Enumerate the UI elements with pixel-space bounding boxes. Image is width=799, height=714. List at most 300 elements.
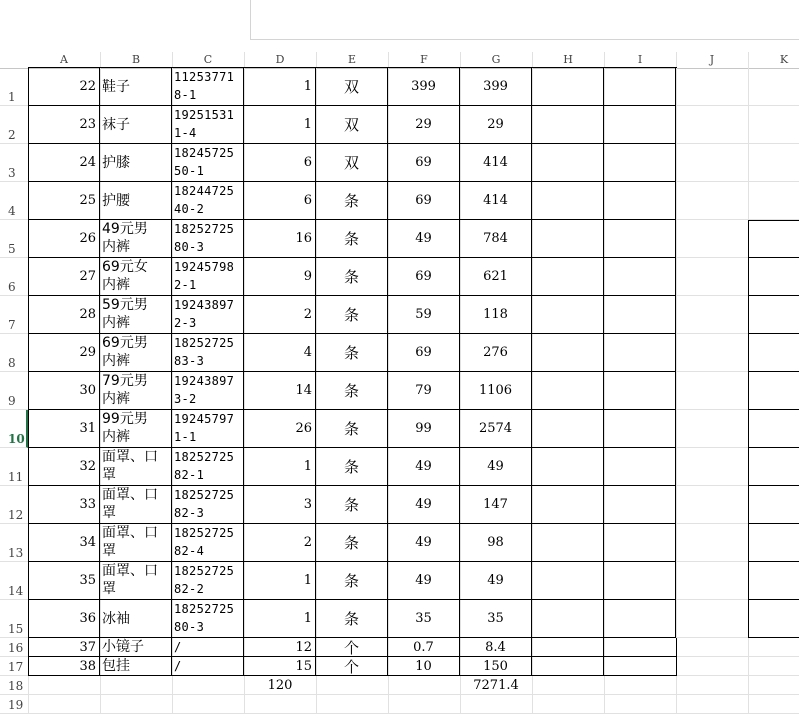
cell-amount-value: 49 bbox=[487, 459, 504, 474]
name-line: 69元男 bbox=[102, 335, 148, 351]
cell-qty[interactable] bbox=[244, 334, 316, 372]
cell-amount[interactable] bbox=[460, 638, 532, 657]
cell-amount[interactable] bbox=[460, 562, 532, 600]
column-k-border bbox=[748, 523, 799, 524]
cell-qty-value: 1 bbox=[303, 117, 312, 132]
cell-no-value: 26 bbox=[79, 231, 96, 246]
cell-unit[interactable] bbox=[316, 524, 388, 562]
row-header-8[interactable]: 8 bbox=[0, 334, 28, 372]
cell-amount[interactable] bbox=[460, 334, 532, 372]
cell-h[interactable] bbox=[532, 334, 604, 372]
cell-h[interactable] bbox=[532, 182, 604, 220]
cell-name[interactable] bbox=[100, 562, 172, 600]
cell-no-value: 27 bbox=[79, 269, 96, 284]
cell-unit[interactable] bbox=[316, 334, 388, 372]
cell-h[interactable] bbox=[532, 448, 604, 486]
code-line: 82-3 bbox=[174, 506, 205, 520]
cell-no[interactable] bbox=[28, 372, 100, 410]
cell-unit-value: 双 bbox=[343, 78, 359, 96]
cell-qty[interactable] bbox=[244, 600, 316, 638]
cell-unit[interactable] bbox=[316, 486, 388, 524]
cell-no[interactable] bbox=[28, 68, 100, 106]
cell-i[interactable] bbox=[604, 410, 676, 448]
row-header-1[interactable]: 1 bbox=[0, 68, 28, 106]
cell-name[interactable] bbox=[100, 106, 172, 144]
cell-price[interactable] bbox=[388, 106, 460, 144]
cell-code[interactable] bbox=[172, 68, 244, 106]
cell-no[interactable] bbox=[28, 600, 100, 638]
cell-no[interactable] bbox=[28, 220, 100, 258]
cell-price[interactable] bbox=[388, 448, 460, 486]
column-header-i[interactable]: I bbox=[604, 52, 677, 68]
row-header-16[interactable]: 16 bbox=[0, 638, 28, 657]
cell-name[interactable] bbox=[100, 144, 172, 182]
cell-qty[interactable] bbox=[244, 372, 316, 410]
cell-qty[interactable] bbox=[244, 562, 316, 600]
cell-name[interactable] bbox=[100, 296, 172, 334]
cell-name[interactable] bbox=[100, 334, 172, 372]
cell-unit-value: 双 bbox=[343, 154, 359, 172]
cell-amount-value: 1106 bbox=[478, 383, 513, 398]
cell-name-value: 袜子 bbox=[102, 116, 130, 133]
name-line: 79元男 bbox=[102, 373, 148, 389]
cell-h[interactable] bbox=[532, 410, 604, 448]
cell-price[interactable] bbox=[388, 410, 460, 448]
cell-code-value bbox=[174, 334, 243, 370]
cell-unit[interactable] bbox=[316, 106, 388, 144]
row-header-14[interactable]: 14 bbox=[0, 562, 28, 600]
cell-unit[interactable] bbox=[316, 258, 388, 296]
name-line: 面罩、口 bbox=[102, 563, 158, 579]
code-line: 19243897 bbox=[174, 298, 235, 312]
cell-no[interactable] bbox=[28, 410, 100, 448]
cell-qty-value: 4 bbox=[303, 345, 312, 360]
cell-no-value: 33 bbox=[79, 497, 96, 512]
column-k-border bbox=[748, 561, 799, 562]
row-header-3[interactable]: 3 bbox=[0, 144, 28, 182]
cell-h[interactable] bbox=[532, 486, 604, 524]
column-header-j[interactable]: J bbox=[676, 52, 749, 68]
cell-code-value bbox=[174, 220, 243, 256]
cell-price[interactable] bbox=[388, 220, 460, 258]
cell-amount-value: 147 bbox=[483, 497, 508, 512]
cell-code-value bbox=[174, 106, 243, 142]
row-header-11[interactable]: 11 bbox=[0, 448, 28, 486]
column-k-border bbox=[748, 295, 799, 296]
code-line: 82-2 bbox=[174, 582, 205, 596]
cell-code-value bbox=[174, 524, 243, 560]
cell-qty[interactable] bbox=[244, 68, 316, 106]
cell-amount-value: 276 bbox=[483, 345, 508, 360]
cell-name[interactable] bbox=[100, 258, 172, 296]
cell-no-value: 28 bbox=[79, 307, 96, 322]
cell-qty-value: 15 bbox=[295, 658, 312, 674]
cell-amount[interactable] bbox=[460, 448, 532, 486]
cell-amount[interactable] bbox=[460, 486, 532, 524]
code-line: 83-3 bbox=[174, 354, 205, 368]
cell-amount[interactable] bbox=[460, 106, 532, 144]
cell-unit-value: 条 bbox=[343, 382, 359, 400]
cell-price[interactable] bbox=[388, 600, 460, 638]
cell-qty-value: 1 bbox=[303, 611, 312, 626]
cell-price[interactable] bbox=[388, 524, 460, 562]
cell-i[interactable] bbox=[604, 220, 676, 258]
code-line: 18252725 bbox=[174, 526, 235, 540]
cell-name[interactable] bbox=[100, 182, 172, 220]
cell-qty-value: 3 bbox=[303, 497, 312, 512]
cell-name-value: 冰袖 bbox=[102, 610, 130, 627]
cell-no[interactable] bbox=[28, 562, 100, 600]
cell-no[interactable] bbox=[28, 296, 100, 334]
row-header-15[interactable]: 15 bbox=[0, 600, 28, 638]
cell-i[interactable] bbox=[604, 486, 676, 524]
cell-code[interactable] bbox=[172, 600, 244, 638]
cell-amount[interactable] bbox=[460, 524, 532, 562]
cell-i[interactable] bbox=[604, 68, 676, 106]
row-header-2[interactable]: 2 bbox=[0, 106, 28, 144]
table-right-border bbox=[676, 638, 677, 676]
name-line: 69元女 bbox=[102, 259, 148, 275]
cell-i[interactable] bbox=[604, 372, 676, 410]
cell-qty[interactable] bbox=[244, 144, 316, 182]
cell-h[interactable] bbox=[532, 258, 604, 296]
name-line: 罩 bbox=[102, 467, 116, 483]
cell-code[interactable] bbox=[172, 562, 244, 600]
cell-amount-value: 35 bbox=[487, 611, 504, 626]
cell-qty[interactable] bbox=[244, 258, 316, 296]
name-line: 内裤 bbox=[102, 353, 130, 369]
name-line: 99元男 bbox=[102, 411, 148, 427]
cell-h[interactable] bbox=[532, 144, 604, 182]
cell-amount[interactable] bbox=[460, 657, 532, 676]
cell-amount[interactable] bbox=[460, 600, 532, 638]
cell-amount[interactable] bbox=[460, 182, 532, 220]
cell-price-value: 49 bbox=[415, 535, 432, 550]
row-header-9[interactable]: 9 bbox=[0, 372, 28, 410]
cell-no[interactable] bbox=[28, 106, 100, 144]
row-header-6[interactable]: 6 bbox=[0, 258, 28, 296]
cell-name-value: 护腰 bbox=[102, 192, 130, 209]
cell-no[interactable] bbox=[28, 144, 100, 182]
code-line: 1-4 bbox=[174, 126, 197, 140]
cell-no[interactable] bbox=[28, 524, 100, 562]
row-header-18[interactable]: 18 bbox=[0, 676, 28, 695]
cell-unit[interactable] bbox=[316, 562, 388, 600]
grid-line bbox=[676, 68, 677, 713]
column-header-e[interactable]: E bbox=[316, 52, 389, 68]
cell-qty[interactable] bbox=[244, 448, 316, 486]
code-line: 2-1 bbox=[174, 278, 197, 292]
cell-code-value bbox=[174, 144, 243, 180]
name-line: 内裤 bbox=[102, 391, 130, 407]
cell-code[interactable] bbox=[172, 182, 244, 220]
table-top-border bbox=[28, 67, 677, 68]
code-line: 2-3 bbox=[174, 316, 197, 330]
cell-name-value bbox=[102, 258, 171, 294]
cell-unit-value: 条 bbox=[343, 268, 359, 286]
cell-no-value: 25 bbox=[79, 193, 96, 208]
column-k-border bbox=[748, 599, 799, 600]
cell-price[interactable] bbox=[388, 334, 460, 372]
cell-amount[interactable] bbox=[460, 296, 532, 334]
cell-price-value: 49 bbox=[415, 573, 432, 588]
cell-qty[interactable] bbox=[244, 524, 316, 562]
cell-unit-value: 条 bbox=[343, 610, 359, 628]
cell-unit[interactable] bbox=[316, 657, 388, 676]
cell-name-value: 包挂 bbox=[102, 658, 130, 674]
row-header-5[interactable]: 5 bbox=[0, 220, 28, 258]
cell-unit[interactable] bbox=[316, 448, 388, 486]
name-line: 罩 bbox=[102, 581, 116, 597]
total-qty-value: 120 bbox=[267, 678, 293, 693]
cell-code-value bbox=[174, 600, 243, 636]
cell-name[interactable] bbox=[100, 448, 172, 486]
table-left-border bbox=[28, 67, 29, 676]
row-header-10[interactable]: 10 bbox=[0, 410, 28, 448]
cell-code[interactable] bbox=[172, 372, 244, 410]
row-header-19[interactable]: 19 bbox=[0, 695, 28, 714]
cell-i[interactable] bbox=[604, 106, 676, 144]
cell-name[interactable] bbox=[100, 657, 172, 676]
total-amount[interactable] bbox=[460, 676, 532, 695]
cell-amount[interactable] bbox=[460, 144, 532, 182]
cell-unit[interactable] bbox=[316, 182, 388, 220]
cell-code[interactable] bbox=[172, 524, 244, 562]
cell-code[interactable] bbox=[172, 410, 244, 448]
cell-unit[interactable] bbox=[316, 638, 388, 657]
code-line: 18252725 bbox=[174, 564, 235, 578]
cell-name[interactable] bbox=[100, 220, 172, 258]
cell-name[interactable] bbox=[100, 524, 172, 562]
cell-qty-value: 14 bbox=[295, 383, 312, 398]
cell-code[interactable] bbox=[172, 220, 244, 258]
cell-unit[interactable] bbox=[316, 600, 388, 638]
cell-code-value: / bbox=[174, 659, 182, 673]
cell-i[interactable] bbox=[604, 524, 676, 562]
cell-code-value bbox=[174, 410, 243, 446]
cell-qty-value: 6 bbox=[303, 155, 312, 170]
code-line: 19243897 bbox=[174, 374, 235, 388]
code-line: 50-1 bbox=[174, 164, 205, 178]
cell-name[interactable] bbox=[100, 638, 172, 657]
cell-price-value: 49 bbox=[415, 497, 432, 512]
cell-i[interactable] bbox=[604, 334, 676, 372]
code-line: 80-3 bbox=[174, 620, 205, 634]
cell-i[interactable] bbox=[604, 144, 676, 182]
cell-code-value bbox=[174, 182, 243, 218]
cell-h[interactable] bbox=[532, 524, 604, 562]
cell-price-value: 69 bbox=[415, 193, 432, 208]
cell-h[interactable] bbox=[532, 68, 604, 106]
cell-name-value bbox=[102, 524, 171, 560]
cell-amount-value: 2574 bbox=[478, 421, 513, 436]
column-header-c[interactable]: C bbox=[172, 52, 245, 68]
cell-i[interactable] bbox=[604, 600, 676, 638]
cell-no-value: 32 bbox=[79, 459, 96, 474]
cell-code[interactable] bbox=[172, 296, 244, 334]
cell-qty-value: 1 bbox=[303, 459, 312, 474]
cell-amount[interactable] bbox=[460, 68, 532, 106]
cell-no[interactable] bbox=[28, 657, 100, 676]
cell-price[interactable] bbox=[388, 372, 460, 410]
cell-name[interactable] bbox=[100, 410, 172, 448]
cell-name-value bbox=[102, 334, 171, 370]
cell-qty-value: 9 bbox=[303, 269, 312, 284]
formula-bar-area bbox=[0, 0, 799, 52]
cell-price[interactable] bbox=[388, 144, 460, 182]
cell-unit[interactable] bbox=[316, 68, 388, 106]
cell-price[interactable] bbox=[388, 562, 460, 600]
cell-price-value: 69 bbox=[415, 155, 432, 170]
cell-unit[interactable] bbox=[316, 296, 388, 334]
cell-qty[interactable] bbox=[244, 657, 316, 676]
cell-h[interactable] bbox=[532, 296, 604, 334]
cell-code-value bbox=[174, 258, 243, 294]
cell-amount-value: 414 bbox=[483, 193, 508, 208]
row-header-17[interactable]: 17 bbox=[0, 657, 28, 676]
column-k-border bbox=[748, 409, 799, 410]
cell-amount-value: 399 bbox=[483, 79, 508, 94]
cell-code[interactable] bbox=[172, 486, 244, 524]
cell-code[interactable] bbox=[172, 144, 244, 182]
cell-no[interactable] bbox=[28, 638, 100, 657]
cell-qty[interactable] bbox=[244, 182, 316, 220]
name-line: 面罩、口 bbox=[102, 487, 158, 503]
cell-code[interactable] bbox=[172, 106, 244, 144]
name-line: 面罩、口 bbox=[102, 449, 158, 465]
cell-code[interactable] bbox=[172, 638, 244, 657]
formula-input[interactable] bbox=[250, 0, 799, 40]
cell-qty-value: 16 bbox=[295, 231, 312, 246]
cell-no[interactable] bbox=[28, 486, 100, 524]
code-line: 19251531 bbox=[174, 108, 235, 122]
cell-price[interactable] bbox=[388, 657, 460, 676]
cell-name-value bbox=[102, 448, 171, 484]
cell-no-value: 30 bbox=[79, 383, 96, 398]
cell-i[interactable] bbox=[604, 258, 676, 296]
cell-code[interactable] bbox=[172, 448, 244, 486]
cell-code-value bbox=[174, 562, 243, 598]
cell-price-value: 49 bbox=[415, 231, 432, 246]
column-header-f[interactable]: F bbox=[388, 52, 461, 68]
cell-code[interactable] bbox=[172, 657, 244, 676]
cell-qty[interactable] bbox=[244, 638, 316, 657]
cell-no[interactable] bbox=[28, 448, 100, 486]
cell-name-value bbox=[102, 410, 171, 446]
cell-h[interactable] bbox=[532, 562, 604, 600]
cell-price-value: 29 bbox=[415, 117, 432, 132]
cell-amount[interactable] bbox=[460, 220, 532, 258]
cell-i[interactable] bbox=[604, 448, 676, 486]
code-line: 18245725 bbox=[174, 146, 235, 160]
cell-price[interactable] bbox=[388, 296, 460, 334]
cell-code[interactable] bbox=[172, 334, 244, 372]
code-line: 18252725 bbox=[174, 336, 235, 350]
cell-amount[interactable] bbox=[460, 258, 532, 296]
cell-unit-value: 个 bbox=[343, 638, 359, 657]
column-header-b[interactable]: B bbox=[100, 52, 173, 68]
row-header-12[interactable]: 12 bbox=[0, 486, 28, 524]
cell-name[interactable] bbox=[100, 486, 172, 524]
cell-code-value bbox=[174, 68, 243, 104]
cell-unit[interactable] bbox=[316, 372, 388, 410]
cell-price-value: 99 bbox=[415, 421, 432, 436]
code-line: 19245798 bbox=[174, 260, 235, 274]
cell-no[interactable] bbox=[28, 258, 100, 296]
cell-unit-value: 条 bbox=[343, 344, 359, 362]
table-inner-border bbox=[531, 638, 532, 676]
cell-price-value: 59 bbox=[415, 307, 432, 322]
cell-amount-value: 49 bbox=[487, 573, 504, 588]
cell-name-value bbox=[102, 372, 171, 408]
cell-amount[interactable] bbox=[460, 372, 532, 410]
total-qty[interactable] bbox=[244, 676, 316, 695]
cell-qty-value: 1 bbox=[303, 79, 312, 94]
cell-price[interactable] bbox=[388, 68, 460, 106]
cell-qty[interactable] bbox=[244, 486, 316, 524]
column-header-k[interactable]: K bbox=[748, 52, 799, 68]
cell-no-value: 22 bbox=[79, 79, 96, 94]
cell-qty[interactable] bbox=[244, 410, 316, 448]
row-header-4[interactable]: 4 bbox=[0, 182, 28, 220]
cell-h[interactable] bbox=[532, 220, 604, 258]
column-header-d[interactable]: D bbox=[244, 52, 317, 68]
cell-unit[interactable] bbox=[316, 144, 388, 182]
cell-no[interactable] bbox=[28, 182, 100, 220]
cell-unit-value: 条 bbox=[343, 230, 359, 248]
cell-name-value: 鞋子 bbox=[102, 78, 130, 95]
cell-h[interactable] bbox=[532, 106, 604, 144]
cell-code[interactable] bbox=[172, 258, 244, 296]
cell-name-value: 小镜子 bbox=[102, 639, 144, 655]
cell-price[interactable] bbox=[388, 182, 460, 220]
cell-i[interactable] bbox=[604, 296, 676, 334]
cell-h[interactable] bbox=[532, 600, 604, 638]
column-header-a[interactable]: A bbox=[28, 52, 101, 68]
cell-unit[interactable] bbox=[316, 220, 388, 258]
cell-qty[interactable] bbox=[244, 296, 316, 334]
cell-price[interactable] bbox=[388, 486, 460, 524]
cell-name[interactable] bbox=[100, 372, 172, 410]
cell-price-value: 0.7 bbox=[413, 639, 434, 655]
cell-i[interactable] bbox=[604, 182, 676, 220]
cell-qty[interactable] bbox=[244, 220, 316, 258]
column-header-h[interactable]: H bbox=[532, 52, 605, 68]
cell-price[interactable] bbox=[388, 638, 460, 657]
cell-code-value bbox=[174, 372, 243, 408]
row-header-7[interactable]: 7 bbox=[0, 296, 28, 334]
cell-i[interactable] bbox=[604, 562, 676, 600]
code-line: 19245797 bbox=[174, 412, 235, 426]
cell-qty-value: 1 bbox=[303, 573, 312, 588]
cell-name[interactable] bbox=[100, 600, 172, 638]
cell-h[interactable] bbox=[532, 372, 604, 410]
cell-price-value: 49 bbox=[415, 459, 432, 474]
cell-amount[interactable] bbox=[460, 410, 532, 448]
column-header-g[interactable]: G bbox=[460, 52, 533, 68]
cell-qty[interactable] bbox=[244, 106, 316, 144]
row-header-13[interactable]: 13 bbox=[0, 524, 28, 562]
cell-unit[interactable] bbox=[316, 410, 388, 448]
cell-code-value bbox=[174, 448, 243, 484]
cell-name[interactable] bbox=[100, 68, 172, 106]
cell-amount-value: 98 bbox=[487, 535, 504, 550]
column-k-bordered-range[interactable] bbox=[748, 220, 799, 638]
name-line: 内裤 bbox=[102, 277, 130, 293]
cell-no[interactable] bbox=[28, 334, 100, 372]
cell-price[interactable] bbox=[388, 258, 460, 296]
cell-no-value: 35 bbox=[79, 573, 96, 588]
